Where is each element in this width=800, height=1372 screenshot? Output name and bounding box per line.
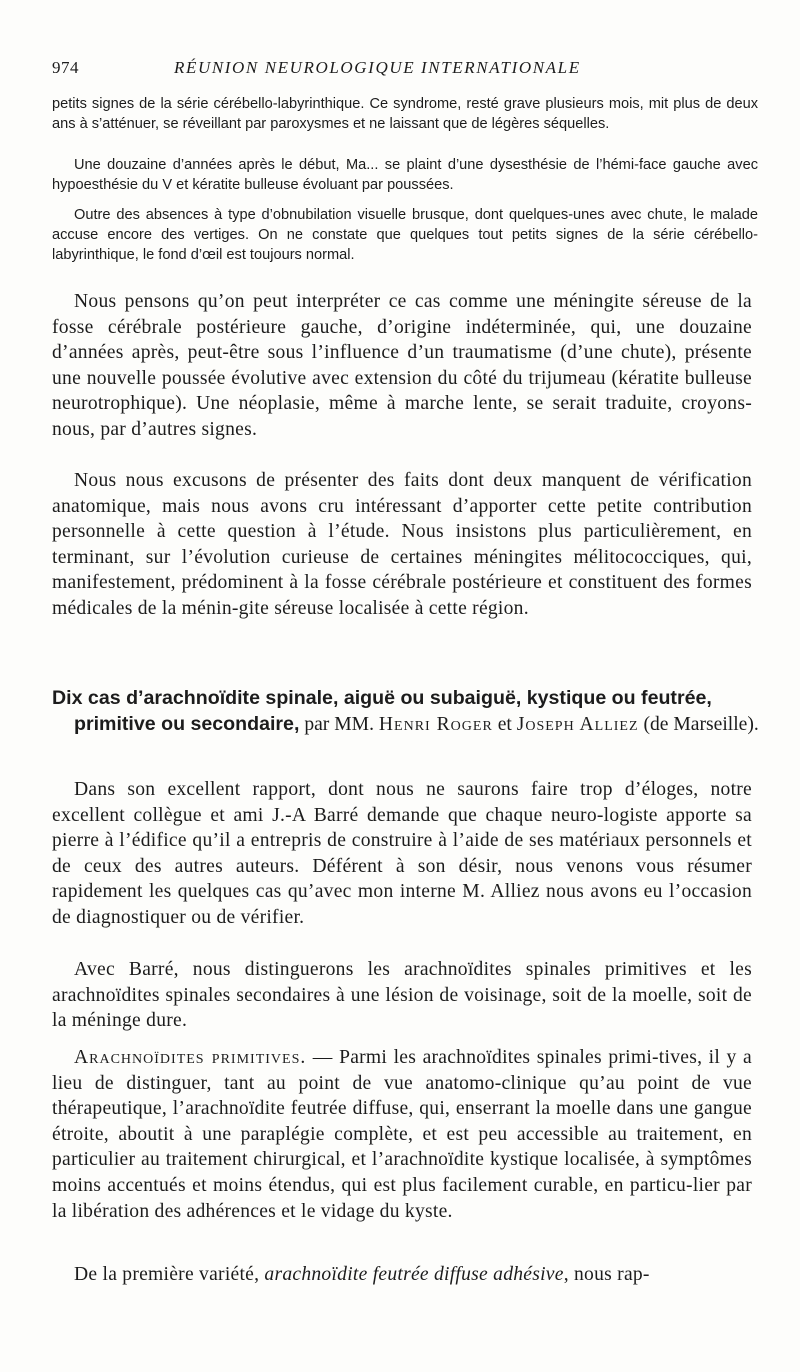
discussion-paragraph: Nous nous excusons de présenter des faits dont deux manquent de vérification anatomique, mais nous avons cru intéressant d’apporter cette petite contribution personnelle à cette question à l’étude. Nous insistons plus particulièrement, en terminant, sur l’évolution curieuse de certaines méningites mélitococciques, qui, manifestement, prédominent à la fosse cérébrale postérieure et constituent des formes médicales de la ménin-gite séreuse localisée à cette région. — [52, 470, 752, 619]
page-number: 974 — [52, 58, 79, 77]
section-and: et — [497, 713, 512, 735]
discussion-paragraph: Nous pensons qu’on peut interpréter ce cas comme une méningite séreuse de la fosse cérébrale postérieure gauche, d’origine indéterminée, qui, une douzaine d’années après, peut-être sous l’influence d’un traumatisme (d’une chute), présente une nouvelle poussée évolutive avec extension du côté du trijumeau (kératite bulleuse neurotrophique). Une néoplasie, même à marche lente, se serait traduite, croyons-nous, par d’autres signes. — [52, 291, 752, 440]
last-line-end: , nous rap- — [563, 1264, 650, 1285]
case-summary-paragraph: petits signes de la série cérébello-labyrinthique. Ce syndrome, resté grave plusieurs mois, mit plus de deux ans à s’atténuer, se réveillant par paroxysmes et ne laissant que de légères séquelles. — [52, 96, 758, 133]
author-name: Joseph Alliez — [516, 713, 639, 735]
intro-paragraph: Dans son excellent rapport, dont nous ne saurons faire trop d’éloges, notre excellent collègue et ami J.-A Barré demande que chaque neuro-logiste apporte sa pierre à l’édifice qu’il a entrepris de construire à l’aide de ses matériaux personnels et de ceux des autres auteurs. Déférent à son désir, nous venons vous résumer rapidement les quelques cas qu’avec mon interne M. Alliez nous avons eu l’occasion de diagnostiquer ou de vérifier. — [52, 779, 752, 928]
primitive-last-line — [52, 1262, 752, 1288]
primitive-text: — Parmi les arachnoïdites spinales primi-tives, il y a lieu de distinguer, tant au point de vue anatomo-clinique qu’au point de vue thérapeutique, l’arachnoïdite feutrée diffuse, qui, enserrant la moelle dans une gangue étroite, aboutit à une paraplégie complète, et est peu accessible au traitement, en particulier au traitement chirurgical, et l’arachnoïdite kystique localisée, à symptômes moins accentués et moins étendus, qui est plus facilement curable, en particu-lier par la libération des adhérences et le vidage du kyste. — [52, 1047, 753, 1222]
running-title: RÉUNION NEUROLOGIQUE INTERNATIONALE — [174, 58, 581, 77]
section-title-text: Dix cas d’arachnoïdite spinale, aiguë ou subaiguë, kystique ou feutrée, primitive ou secondaire, — [52, 687, 712, 735]
subsection-heading: Arachnoïdites primitives. — [74, 1047, 307, 1068]
section-title — [52, 686, 784, 737]
primitive-paragraph — [52, 1045, 752, 1224]
case-summary-paragraph: Outre des absences à type d’obnubilation visuelle brusque, dont quelques-unes avec chute, le malade accuse encore des vertiges. On ne constate que quelques tout petits signes de la série cérébello-labyrinthique, le fond d’œil est toujours normal. — [52, 207, 758, 264]
intro-paragraph: Avec Barré, nous distinguerons les arachnoïdites spinales primitives et les arachnoïdites spinales secondaires à une lésion de voisinage, soit de la moelle, soit de la méninge dure. — [52, 959, 752, 1032]
last-line-start: De la première variété, — [74, 1264, 260, 1285]
section-by: par MM. — [304, 713, 374, 735]
case-summary-paragraph: Une douzaine d’années après le début, Ma... se plaint d’une dysesthésie de l’hémi-face gauche avec hypoesthésie du V et kératite bulleuse évoluant par poussées. — [52, 157, 758, 194]
emphasized-term: arachnoïdite feutrée diffuse adhésive — [264, 1264, 564, 1285]
author-affiliation: (de Marseille). — [643, 713, 759, 735]
author-name: Henri Roger — [378, 713, 493, 735]
page-header — [52, 58, 760, 82]
